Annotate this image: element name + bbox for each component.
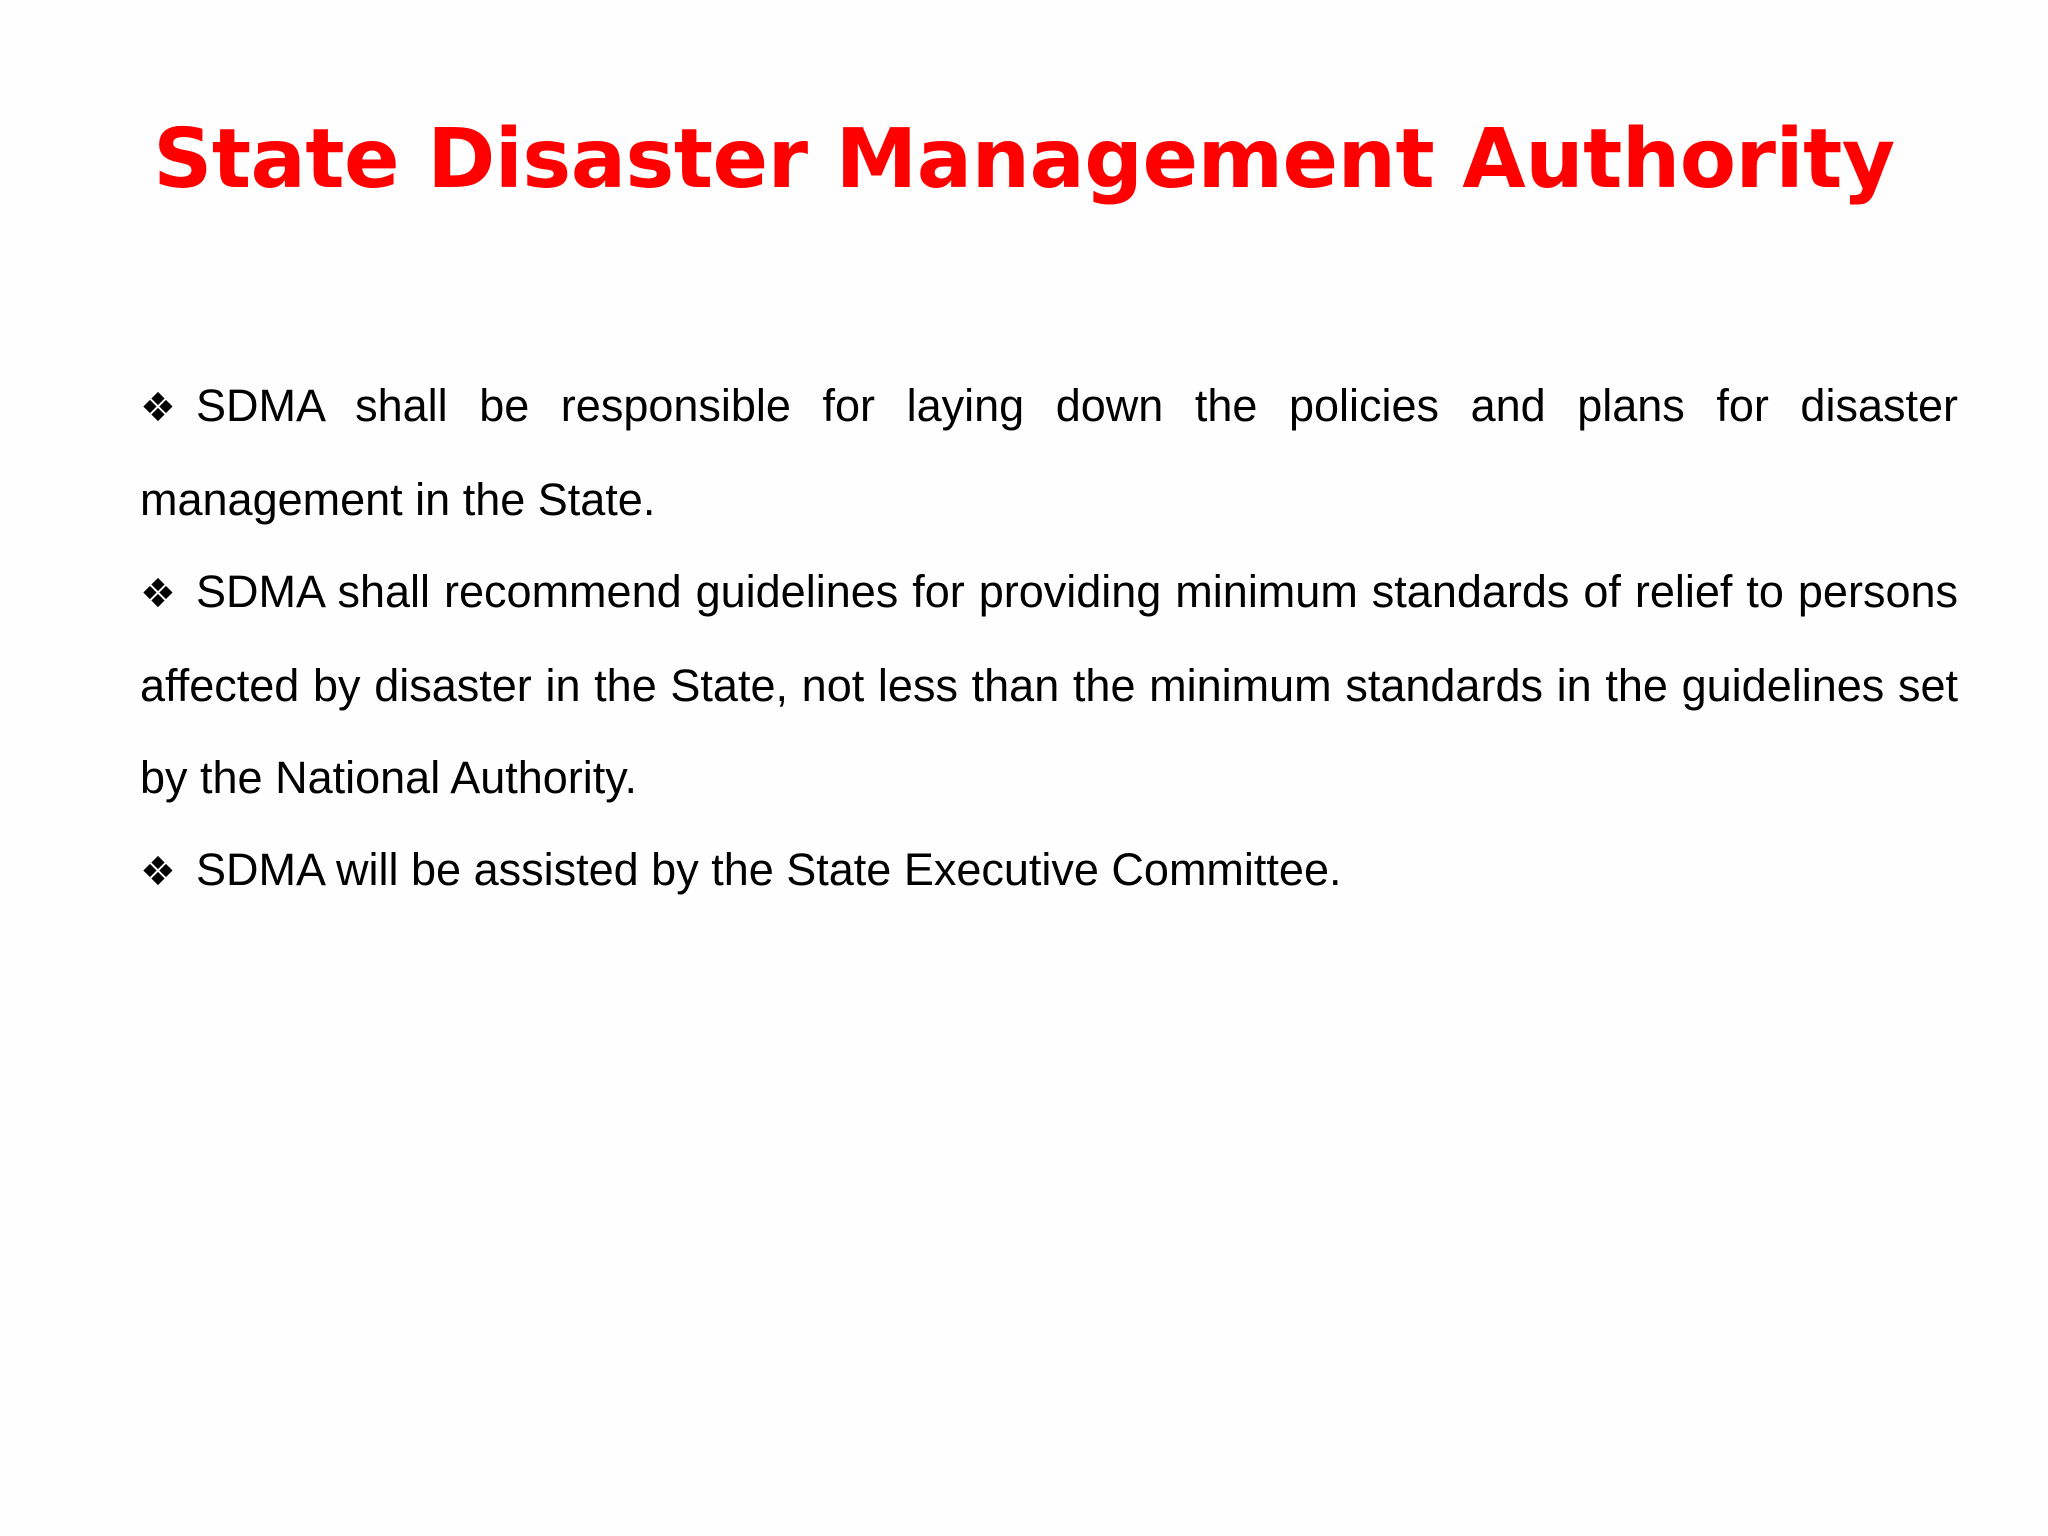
bullet-list <box>140 360 1958 918</box>
bullet-item-1 <box>140 360 1958 546</box>
four-diamond-bullet-icon: ❖ <box>140 849 176 895</box>
four-diamond-bullet-icon: ❖ <box>140 385 176 431</box>
bullet-item-2 <box>140 546 1958 824</box>
bullet-text: SDMA shall be responsible for laying down the policies and plans for disaster management in the State. <box>140 380 1958 525</box>
four-diamond-bullet-icon: ❖ <box>140 571 176 617</box>
bullet-text: SDMA shall recommend guidelines for providing minimum standards of relief to persons affected by disaster in the State, not less than the minimum standards in the guidelines set by the National Authority. <box>140 566 1958 803</box>
bullet-item-3 <box>140 824 1958 918</box>
bullet-text: SDMA will be assisted by the State Executive Committee. <box>196 844 1342 895</box>
slide-title: State Disaster Management Authority <box>153 112 1895 207</box>
